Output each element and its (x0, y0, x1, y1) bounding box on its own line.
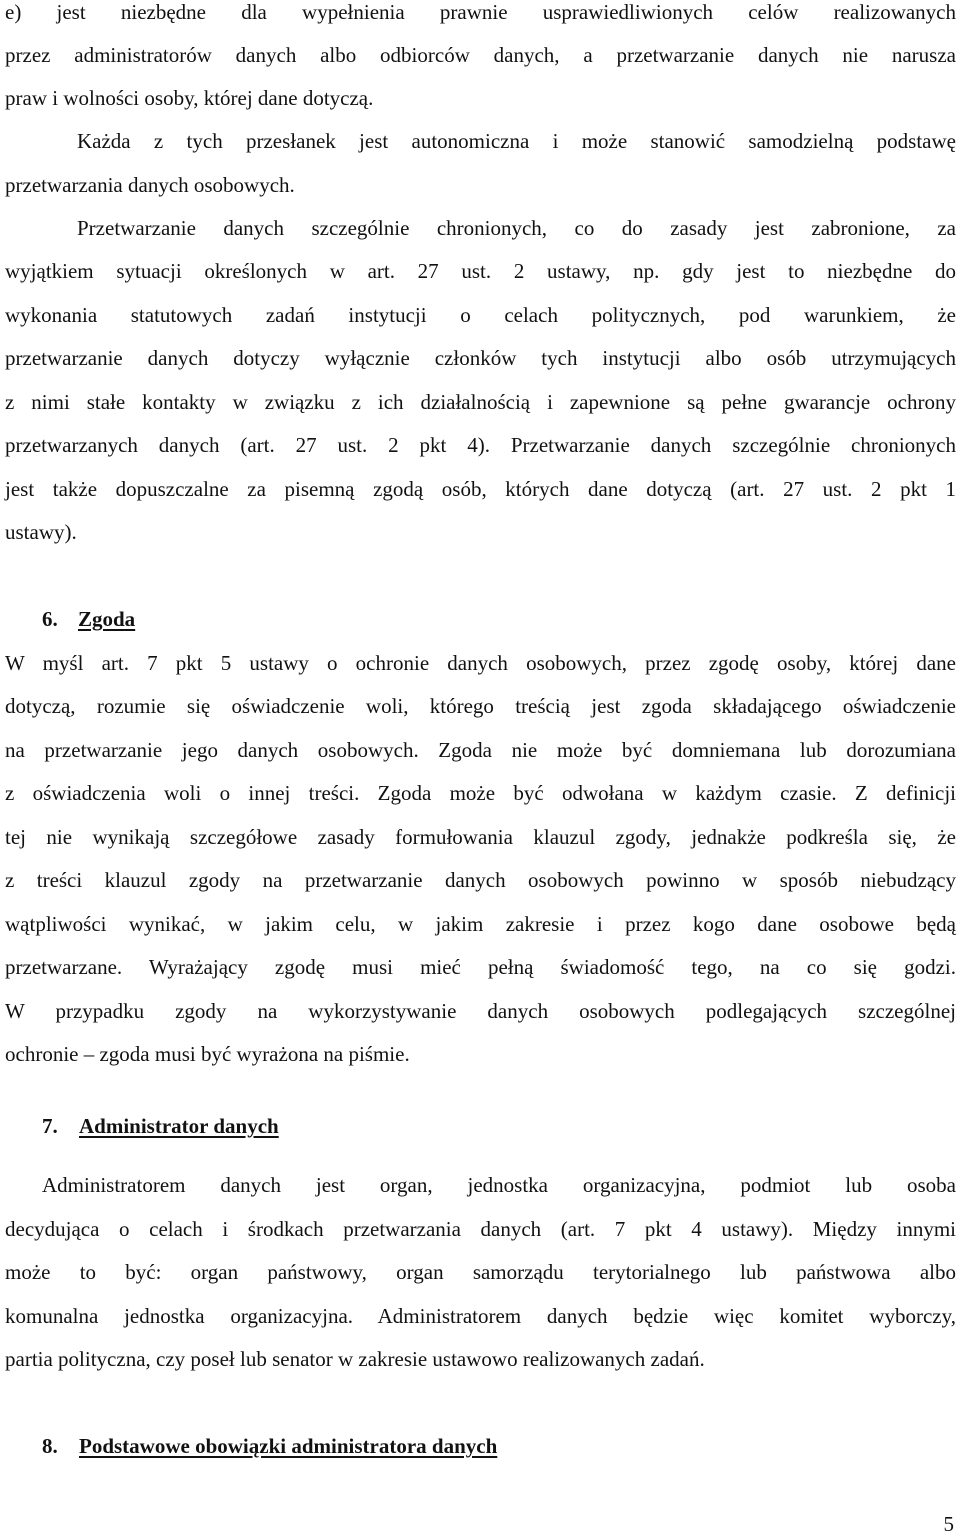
section-number: 7. (42, 1114, 58, 1138)
section-heading (42, 1112, 279, 1140)
text-line: wątpliwości wynikać, w jakim celu, w jakim zakresie i przez kogo dane osobowe będą (5, 912, 956, 936)
text-line: z nimi stałe kontakty w związku z ich działalnością i zapewnione są pełne gwarancje ochrony (5, 390, 956, 414)
text-line: jest także dopuszczalne za pisemną zgodą osób, których dane dotyczą (art. 27 ust. 2 pkt 1 (5, 477, 956, 501)
text-line: W myśl art. 7 pkt 5 ustawy o ochronie danych osobowych, przez zgodę osoby, której dane (5, 651, 956, 675)
page-number: 5 (943, 1512, 954, 1536)
section-number: 8. (42, 1434, 58, 1458)
text-line: przetwarzania danych osobowych. (5, 173, 295, 197)
text-line: wyjątkiem sytuacji określonych w art. 27 ust. 2 ustawy, np. gdy jest to niezbędne do (5, 259, 956, 283)
text-line: dotyczą, rozumie się oświadczenie woli, którego treścią jest zgoda składającego oświadczenie (5, 694, 956, 718)
section-heading (42, 605, 135, 633)
text-line: z treści klauzul zgody na przetwarzanie danych osobowych powinno w sposób niebudzący (5, 868, 956, 892)
text-line: komunalna jednostka organizacyjna. Administratorem danych będzie więc komitet wyborczy, (5, 1304, 956, 1328)
text-line: przetwarzanych danych (art. 27 ust. 2 pkt 4). Przetwarzanie danych szczególnie chronionych (5, 433, 956, 457)
text-line: z oświadczenia woli o innej treści. Zgoda może być odwołana w każdym czasie. Z definicji (5, 781, 956, 805)
text-line: może to być: organ państwowy, organ samorządu terytorialnego lub państwowa albo (5, 1260, 956, 1284)
text-line: wykonania statutowych zadań instytucji o celach politycznych, pod warunkiem, że (5, 303, 956, 327)
text-line: ustawy). (5, 520, 77, 544)
text-line: e) jest niezbędne dla wypełnienia prawnie usprawiedliwionych celów realizowanych (5, 0, 956, 24)
text-line: przetwarzanie danych dotyczy wyłącznie członków tych instytucji albo osób utrzymujących (5, 346, 956, 370)
text-line: ochronie – zgoda musi być wyrażona na piśmie. (5, 1042, 410, 1066)
section-heading (42, 1432, 497, 1460)
text-line: Przetwarzanie danych szczególnie chronionych, co do zasady jest zabronione, za (77, 216, 956, 240)
text-line: decydująca o celach i środkach przetwarzania danych (art. 7 pkt 4 ustawy). Między innymi (5, 1217, 956, 1241)
section-title: Administrator danych (79, 1114, 279, 1138)
text-line: W przypadku zgody na wykorzystywanie danych osobowych podlegających szczególnej (5, 999, 956, 1023)
text-line: tej nie wynikają szczegółowe zasady formułowania klauzul zgody, jednakże podkreśla się, że (5, 825, 956, 849)
text-line: praw i wolności osoby, której dane dotyczą. (5, 86, 374, 110)
text-line: przez administratorów danych albo odbiorców danych, a przetwarzanie danych nie narusza (5, 43, 956, 67)
section-title: Zgoda (78, 607, 136, 631)
section-title: Podstawowe obowiązki administratora danych (79, 1434, 498, 1458)
text-line: przetwarzane. Wyrażający zgodę musi mieć pełną świadomość tego, na co się godzi. (5, 955, 956, 979)
section-number: 6. (42, 607, 58, 631)
text-line: na przetwarzanie jego danych osobowych. Zgoda nie może być domniemana lub dorozumiana (5, 738, 956, 762)
text-line: partia polityczna, czy poseł lub senator w zakresie ustawowo realizowanych zadań. (5, 1347, 705, 1371)
text-line: Każda z tych przesłanek jest autonomiczna i może stanowić samodzielną podstawę (77, 129, 956, 153)
text-line: Administratorem danych jest organ, jednostka organizacyjna, podmiot lub osoba (42, 1173, 956, 1197)
